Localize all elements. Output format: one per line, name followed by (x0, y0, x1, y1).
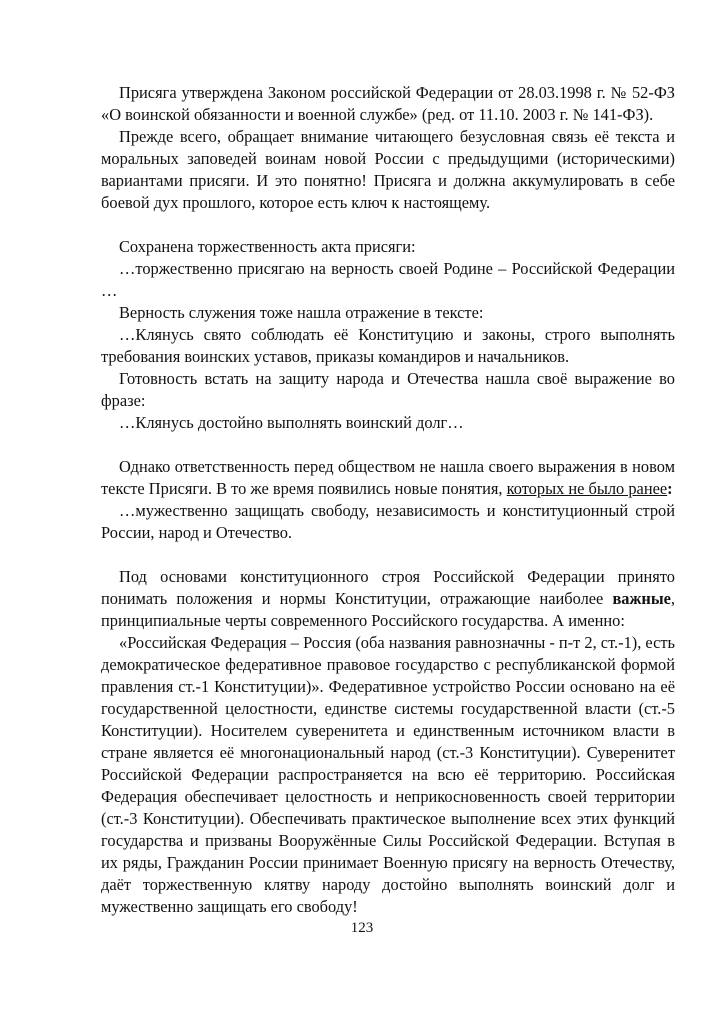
spacer (101, 544, 675, 566)
quote-solemnity: …торжественно присягаю на верность своей Родине – Российской Федерации … (101, 259, 675, 300)
paragraph-readiness: Готовность встать на защиту народа и Отечества нашла своё выражение во фразе: (101, 369, 675, 410)
page-body (101, 82, 675, 918)
underlined-phrase: которых не было ранее (506, 479, 668, 498)
quote-freedom: …мужественно защищать свободу, независимость и конституционный строй России, народ и Отечество. (101, 501, 675, 542)
paragraph-responsibility (101, 456, 675, 500)
paragraph-constitutional-basis (101, 566, 675, 632)
paragraph-loyalty: Верность служения тоже нашла отражение в тексте: (119, 303, 484, 322)
bold-word: важные (612, 589, 671, 608)
colon-mark: : (667, 479, 673, 498)
spacer (101, 214, 675, 236)
paragraph-oath-law: Присяга утверждена Законом российской Федерации от 28.03.1998 г. № 52-ФЗ «О воинской обязанности и военной службе» (ред. от 11.10. 2003 г. № 141-ФЗ). (101, 83, 675, 124)
paragraph-oath-connection: Прежде всего, обращает внимание читающего безусловная связь её текста и моральных заповедей воинам новой России с предыдущими (историческими) вариантами присяги. И это понятно! Присяга и должна аккумулировать в себе боевой дух прошлого, которое есть ключ к настоящему. (101, 127, 675, 212)
quote-loyalty: …Клянусь свято соблюдать её Конституцию и законы, строго выполнять требования воинских уставов, приказы командиров и начальников. (101, 325, 675, 366)
paragraph-solemnity: Сохранена торжественность акта присяги: (119, 237, 416, 256)
page-number: 123 (350, 920, 374, 936)
paragraph-federation-quote: «Российская Федерация – Россия (оба названия равнозначны - п-т 2, ст.-1), есть демократическое федеративное правовое государство с республиканской формой правления ст.-1 Конституции)». Федеративное устройство России основано на её государственной целостности, единстве системы государственной власти (ст.-5 Конституции). Носителем суверенитета и единственным источником власти в стране является её многонациональный народ (ст.-3 Конституции). Суверенитет Российской Федерации распространяется на всю её территорию. Российская Федерация обеспечивает целостность и неприкосновенность своей территории (ст.-3 Конституции). Обеспечивать практическое выполнение всех этих функций государства и призваны Вооружённые Силы Российской Федерации. Вступая в их ряды, Гражданин России принимает Военную присягу на верность Отечеству, даёт торжественную клятву народу достойно выполнять воинский долг и мужественно защищать его свободу! (101, 633, 676, 916)
spacer (101, 434, 675, 456)
quote-readiness: …Клянусь достойно выполнять воинский долг… (119, 413, 464, 432)
responsibility-text: Однако ответственность перед обществом не нашла своего выражения в новом тексте Присяги. В то же время появились новые понятия, (101, 457, 675, 498)
constitutional-basis-end: , принципиальные черты современного Российского государства. А именно: (101, 589, 675, 630)
constitutional-basis-text: Под основами конституционного строя Российской Федерации принято понимать положения и нормы Конституции, отражающие наиболее (101, 567, 675, 608)
